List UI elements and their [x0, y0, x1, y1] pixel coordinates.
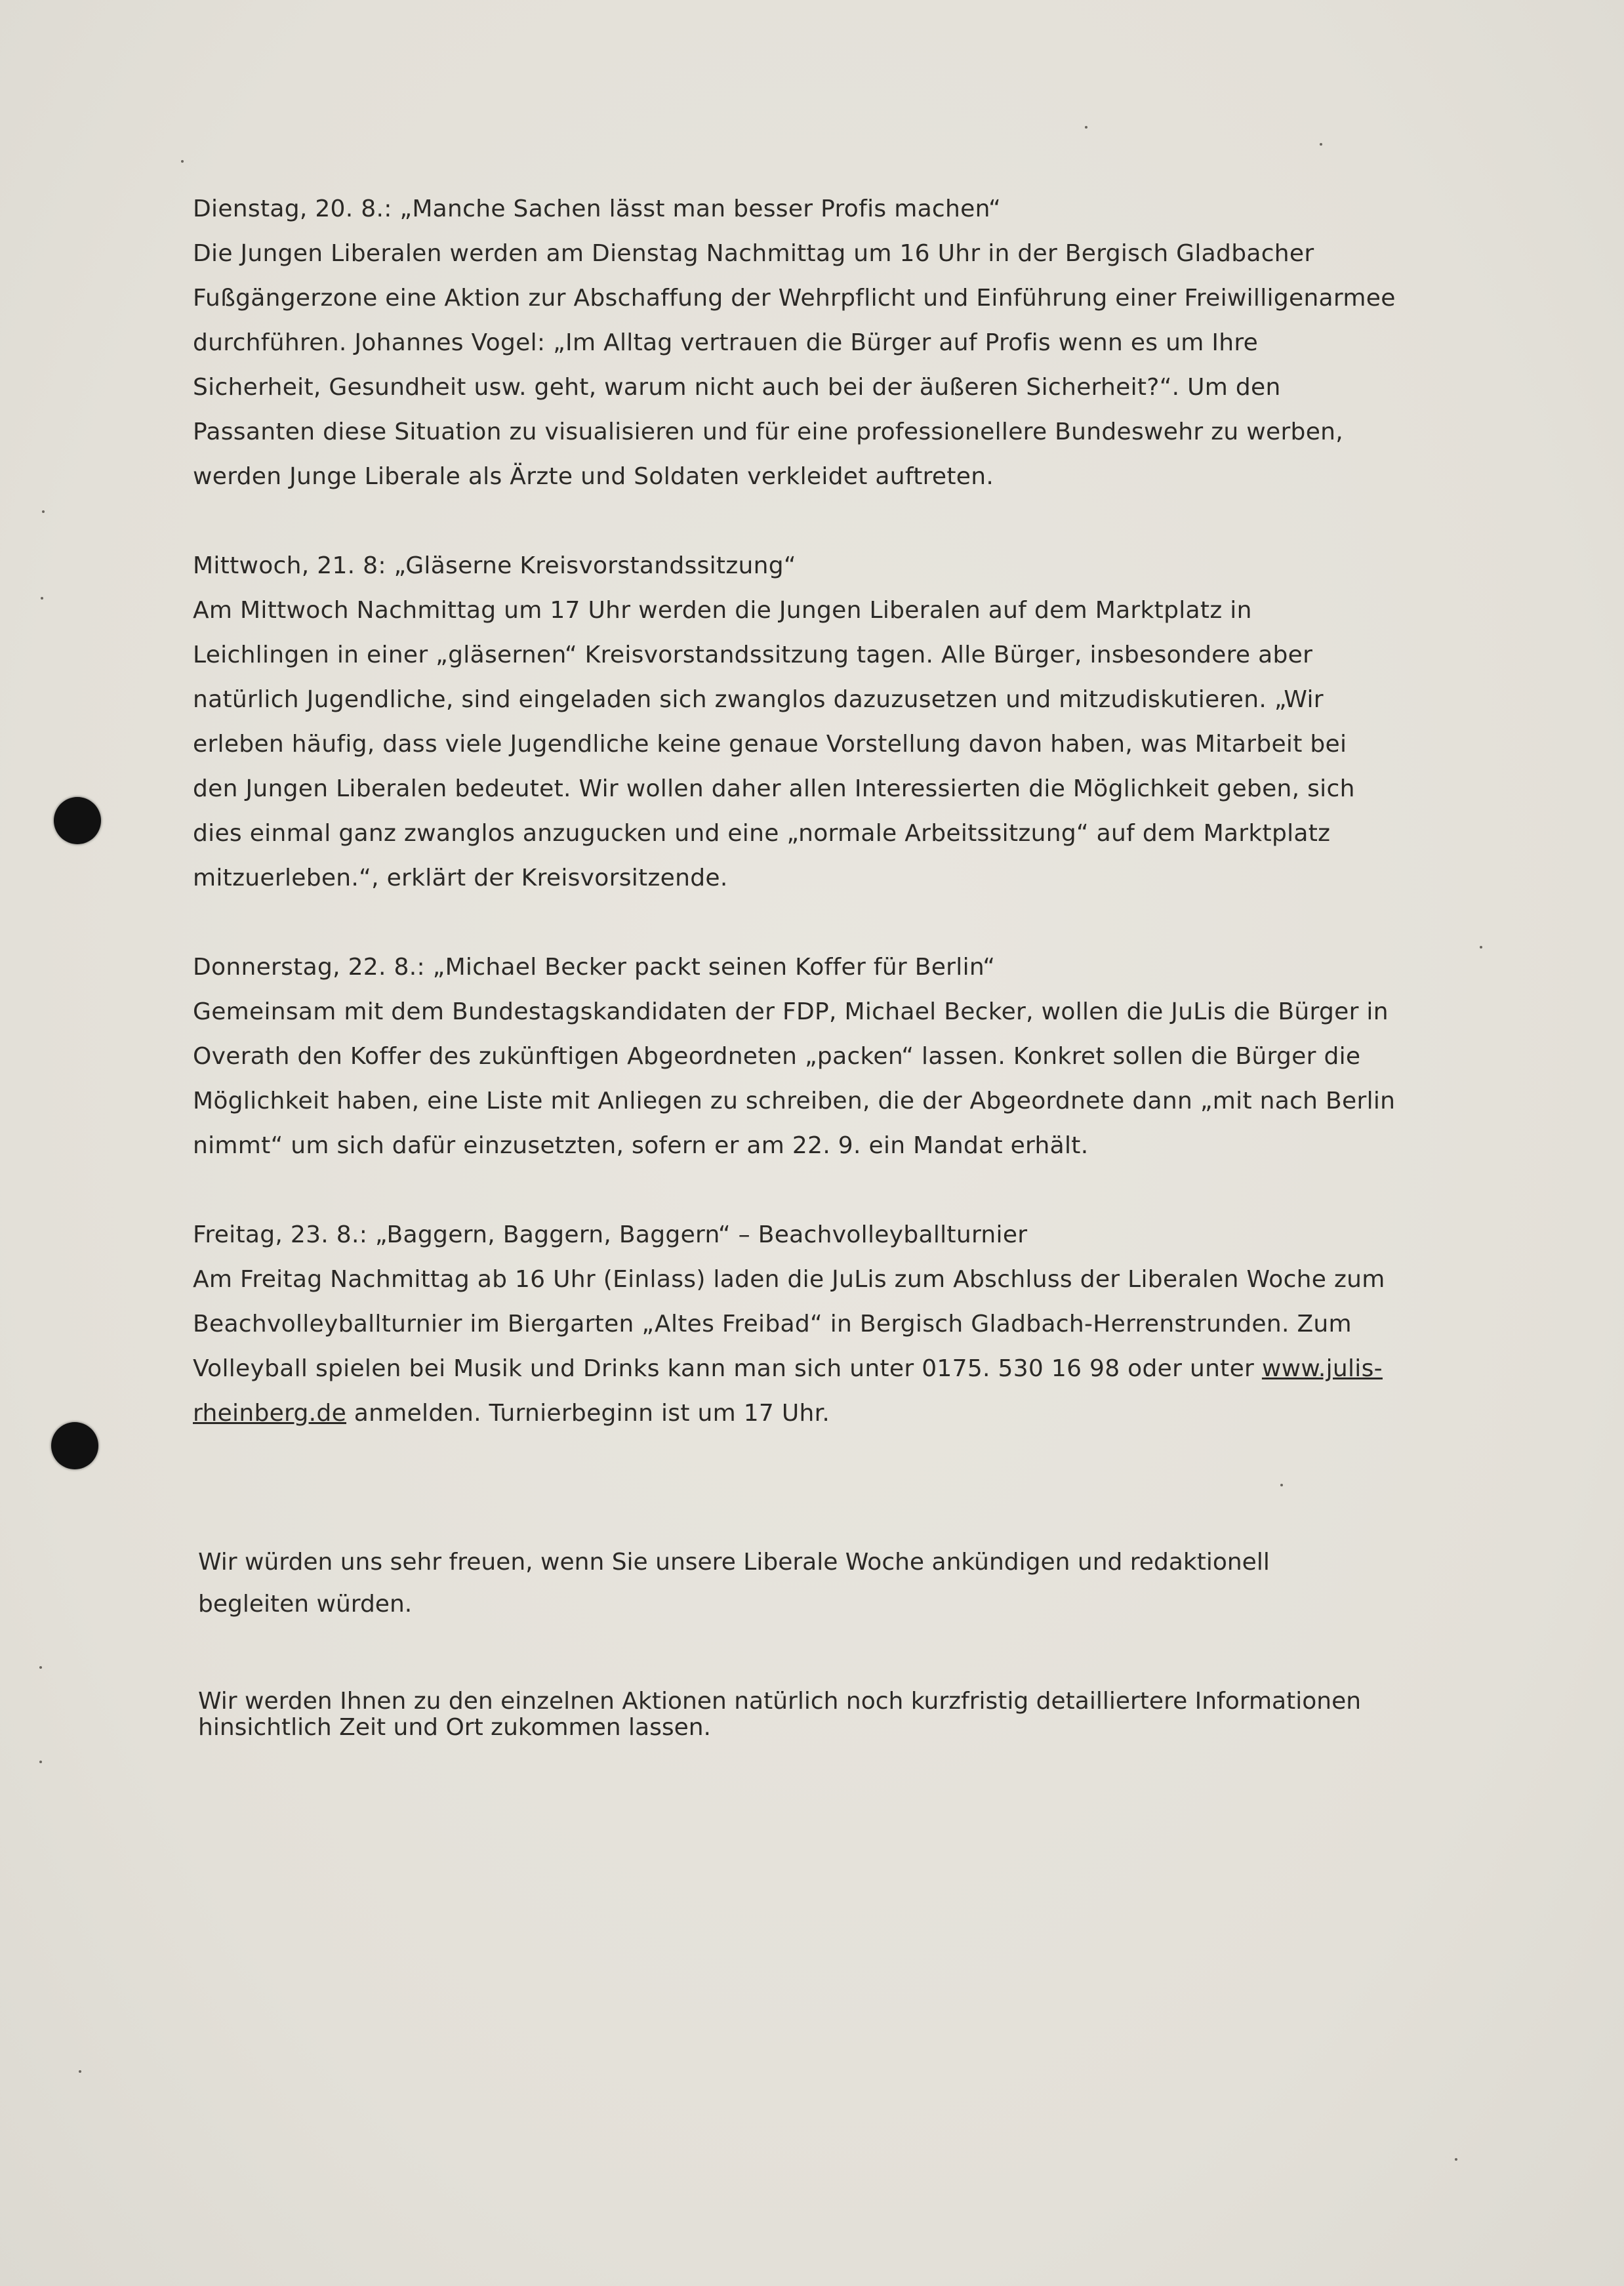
- body-line: hinsichtlich Zeit und Ort zukommen lassen.: [198, 1714, 711, 1741]
- section-friday: [193, 1213, 1459, 1436]
- scan-speck: [1480, 946, 1482, 949]
- body-line: Sicherheit, Gesundheit usw. geht, warum nicht auch bei der äußeren Sicherheit?“. Um den: [193, 374, 1281, 401]
- scan-speck: [181, 160, 184, 163]
- body-line: Gemeinsam mit dem Bundestagskandidaten der FDP, Michael Becker, wollen die JuLis die Bürger in: [193, 998, 1389, 1025]
- body-line: Fußgängerzone eine Aktion zur Abschaffung der Wehrpflicht und Einführung einer Freiwilligenarmee: [193, 285, 1396, 312]
- scan-speck: [1455, 2158, 1457, 2161]
- scan-speck: [39, 1761, 42, 1763]
- body-line: Am Mittwoch Nachmittag um 17 Uhr werden die Jungen Liberalen auf dem Marktplatz in: [193, 597, 1252, 624]
- body-line: Beachvolleyballturnier im Biergarten „Altes Freibad“ in Bergisch Gladbach-Herrenstrunden. Zum: [193, 1311, 1352, 1337]
- body-line: begleiten würden.: [198, 1591, 413, 1618]
- scan-speck: [1085, 126, 1087, 129]
- body-line: Möglichkeit haben, eine Liste mit Anliegen zu schreiben, die der Abgeordnete dann „mit nach Berlin: [193, 1088, 1396, 1114]
- body-line: mitzuerleben.“, erklärt der Kreisvorsitzende.: [193, 865, 728, 891]
- website-link-continued[interactable]: rheinberg.de: [193, 1400, 347, 1427]
- body-line: Die Jungen Liberalen werden am Dienstag Nachmittag um 16 Uhr in der Bergisch Gladbacher: [193, 240, 1314, 267]
- body-line: werden Junge Liberale als Ärzte und Soldaten verkleidet auftreten.: [193, 463, 994, 490]
- scan-speck: [79, 2070, 81, 2073]
- closing-paragraph-2: [198, 1688, 1464, 1741]
- section-heading: Freitag, 23. 8.: „Baggern, Baggern, Baggern“ – Beachvolleyballturnier: [193, 1221, 1028, 1248]
- body-line: dies einmal ganz zwanglos anzugucken und eine „normale Arbeitssitzung“ auf dem Marktplatz: [193, 820, 1331, 847]
- body-line: Am Freitag Nachmittag ab 16 Uhr (Einlass) laden die JuLis zum Abschluss der Liberalen Woche zum: [193, 1266, 1385, 1293]
- scan-speck: [39, 1666, 42, 1669]
- scan-speck: [1320, 143, 1322, 146]
- section-heading: Donnerstag, 22. 8.: „Michael Becker packt seinen Koffer für Berlin“: [193, 954, 996, 981]
- closing-paragraph-1: [198, 1541, 1464, 1625]
- body-line: [193, 1347, 1459, 1391]
- section-heading: Mittwoch, 21. 8: „Gläserne Kreisvorstandssitzung“: [193, 552, 796, 579]
- punch-hole-bottom: [51, 1422, 98, 1469]
- scan-speck: [1280, 1484, 1283, 1486]
- body-line: [193, 1391, 1459, 1436]
- punch-hole-top: [54, 797, 101, 844]
- section-tuesday: [193, 187, 1459, 499]
- body-line: natürlich Jugendliche, sind eingeladen sich zwanglos dazuzusetzen und mitzudiskutieren. „Wir: [193, 686, 1324, 713]
- scan-speck: [41, 597, 43, 600]
- body-line: durchführen. Johannes Vogel: „Im Alltag vertrauen die Bürger auf Profis wenn es um Ihre: [193, 329, 1259, 356]
- body-line-text: anmelden. Turnierbeginn ist um 17 Uhr.: [346, 1400, 830, 1427]
- section-heading: Dienstag, 20. 8.: „Manche Sachen lässt man besser Profis machen“: [193, 195, 1002, 222]
- body-line: Overath den Koffer des zukünftigen Abgeordneten „packen“ lassen. Konkret sollen die Bürger die: [193, 1043, 1361, 1070]
- section-wednesday: [193, 544, 1459, 901]
- scan-speck: [42, 510, 45, 513]
- document-body: [193, 187, 1459, 1480]
- body-line: den Jungen Liberalen bedeutet. Wir wollen daher allen Interessierten die Möglichkeit geben, sich: [193, 775, 1355, 802]
- body-line: Wir würden uns sehr freuen, wenn Sie unsere Liberale Woche ankündigen und redaktionell: [198, 1549, 1270, 1576]
- body-line-text: Volleyball spielen bei Musik und Drinks kann man sich unter 0175. 530 16 98 oder unter: [193, 1355, 1255, 1382]
- website-link[interactable]: www.julis-: [1261, 1355, 1383, 1382]
- body-line: Leichlingen in einer „gläsernen“ Kreisvorstandssitzung tagen. Alle Bürger, insbesondere aber: [193, 642, 1313, 668]
- section-thursday: [193, 945, 1459, 1168]
- body-line: Passanten diese Situation zu visualisieren und für eine professionellere Bundeswehr zu werben,: [193, 418, 1344, 445]
- body-line: Wir werden Ihnen zu den einzelnen Aktionen natürlich noch kurzfristig detailliertere Informationen: [198, 1688, 1362, 1715]
- body-line: nimmt“ um sich dafür einzusetzten, sofern er am 22. 9. ein Mandat erhält.: [193, 1132, 1089, 1159]
- body-line: erleben häufig, dass viele Jugendliche keine genaue Vorstellung davon haben, was Mitarbeit bei: [193, 731, 1347, 758]
